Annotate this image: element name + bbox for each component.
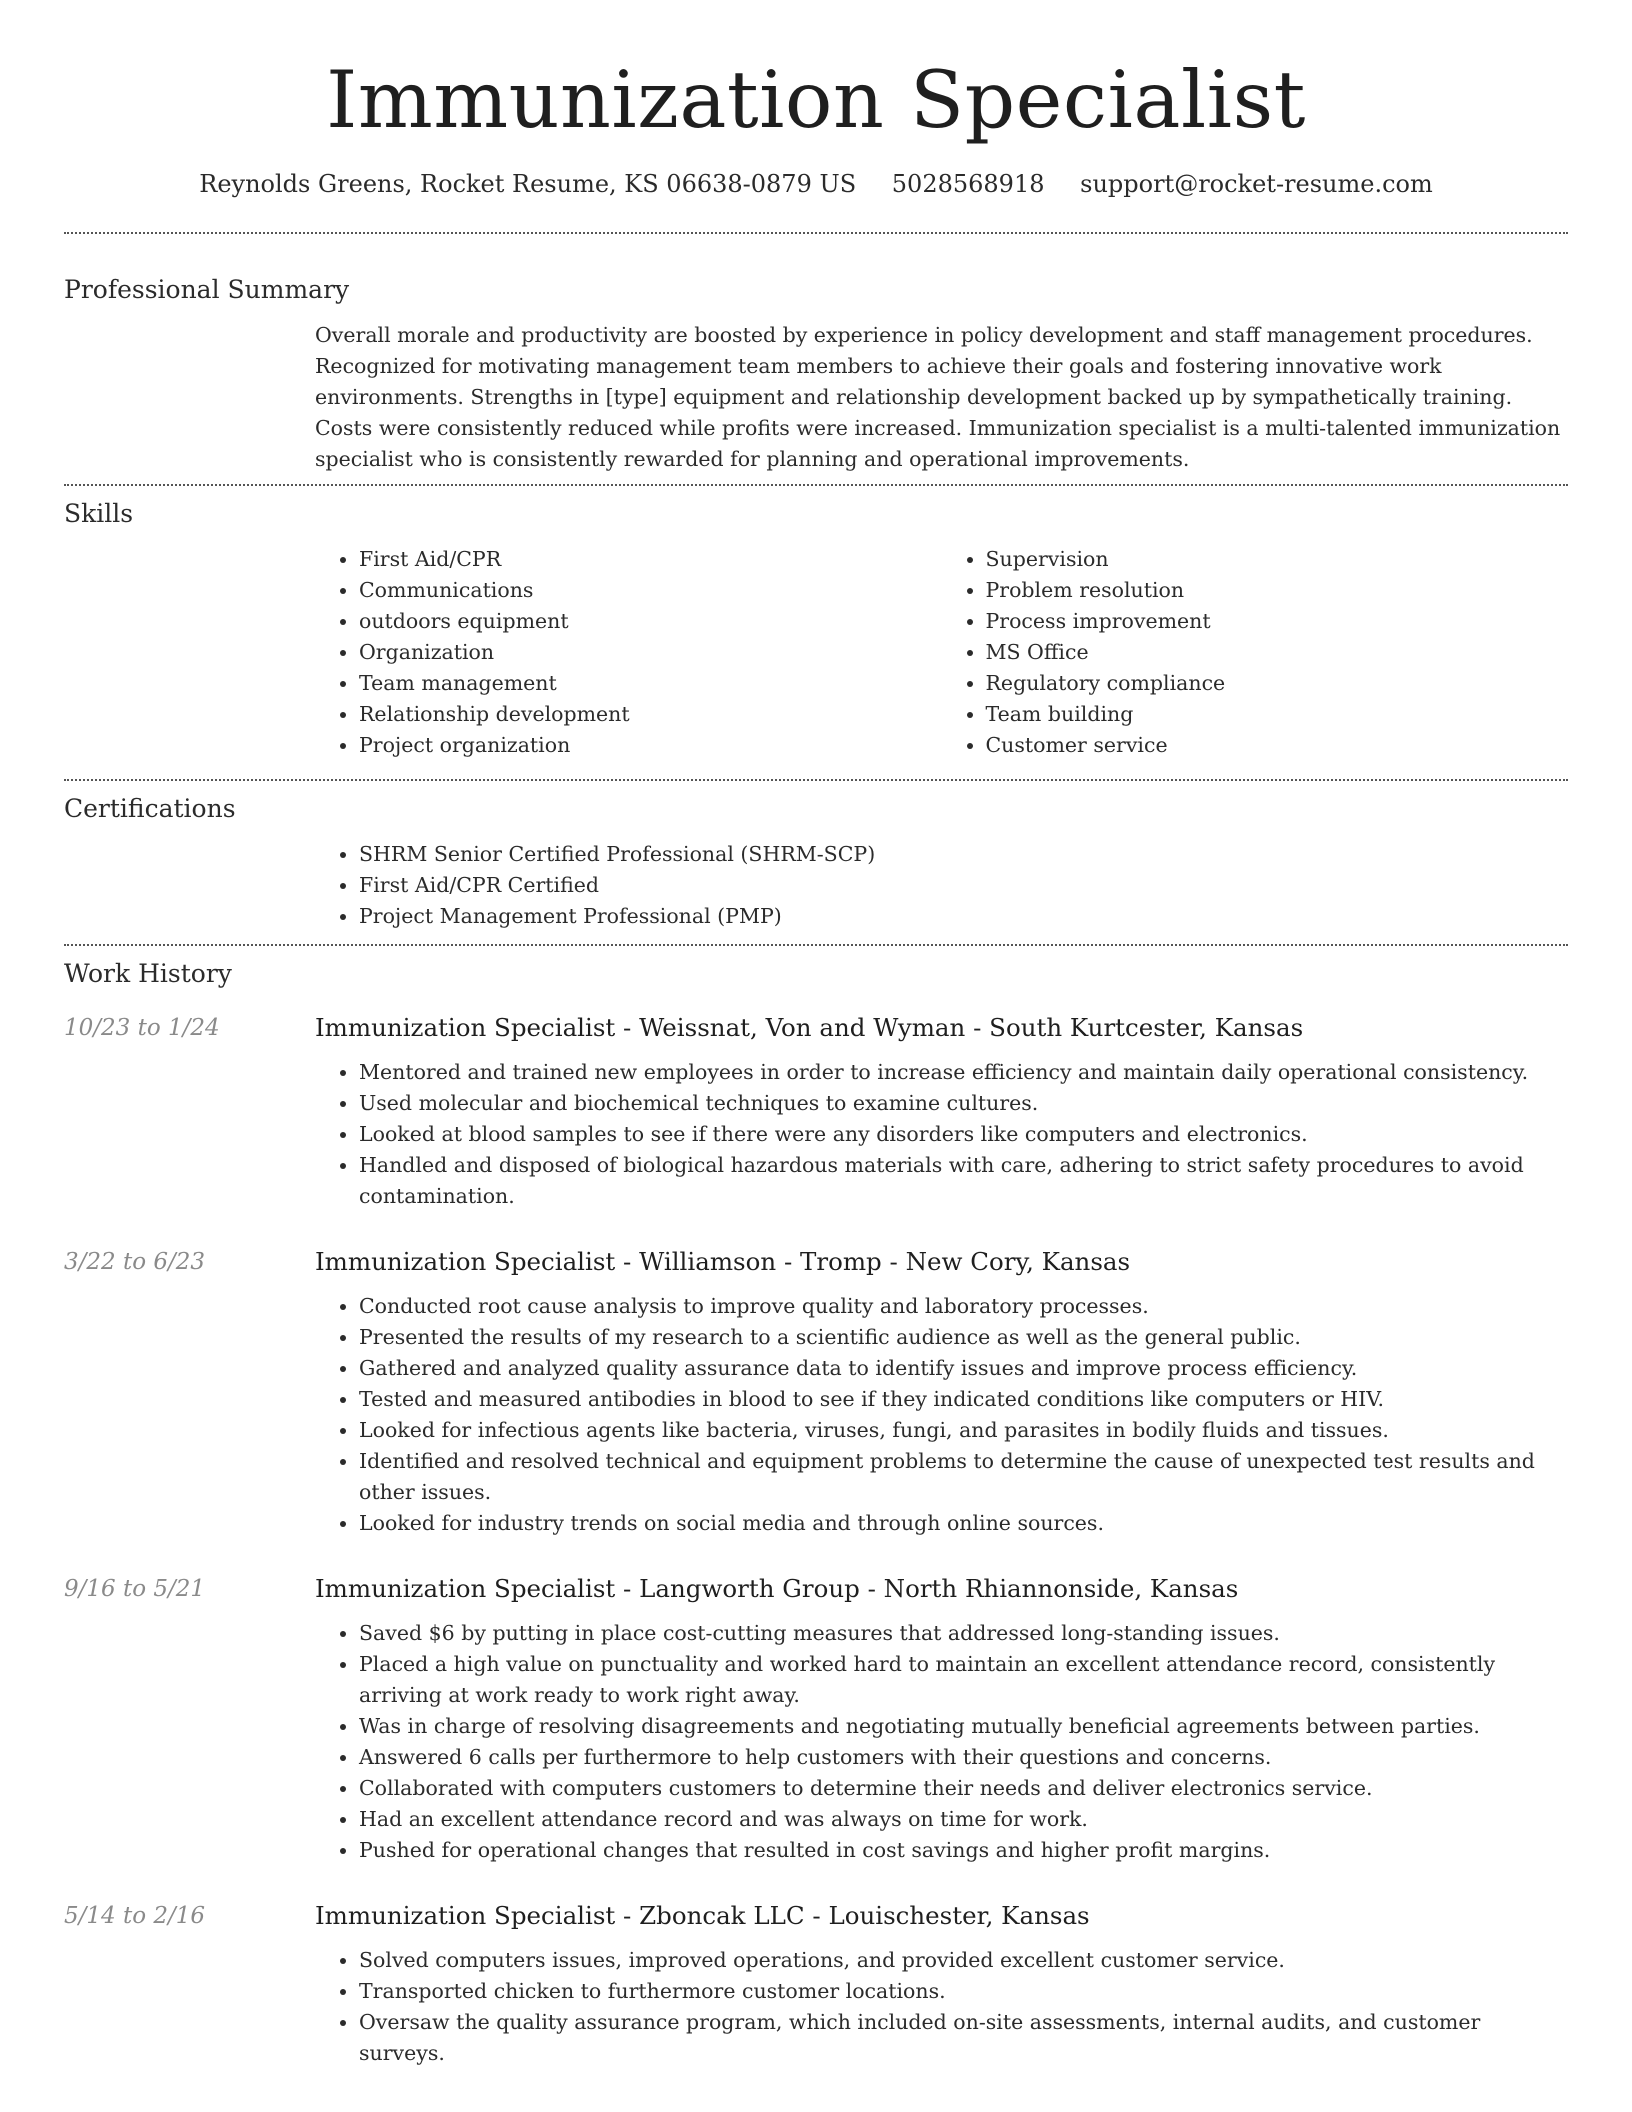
skill-item: • Relationship development	[359, 699, 942, 730]
job-dates: 9/16 to 5/21	[64, 1576, 206, 1602]
job-bullet: • Was in charge of resolving disagreements and negotiating mutually beneficial agreements between parties.	[359, 1711, 1568, 1742]
job-bullet: • Handled and disposed of biological hazardous materials with care, adhering to strict safety procedures to avoid contamination.	[359, 1150, 1568, 1212]
job-entry	[64, 1246, 1568, 1539]
skill-item: • First Aid/CPR	[359, 544, 942, 575]
job-bullet: • Gathered and analyzed quality assurance data to identify issues and improve process efficiency.	[359, 1353, 1568, 1384]
skill-item: • Team management	[359, 668, 942, 699]
skill-item: • Organization	[359, 637, 942, 668]
certifications-block	[64, 793, 1568, 932]
job-bullets	[315, 1057, 1568, 1212]
job-title: Immunization Specialist - Langworth Group - North Rhiannonside, Kansas	[315, 1574, 1239, 1603]
summary-section	[64, 0, 1568, 283]
job-title: Immunization Specialist - Williamson - Tromp - New Cory, Kansas	[315, 1247, 1131, 1276]
job-bullet: • Mentored and trained new employees in order to increase efficiency and maintain daily operational consistency.	[359, 1057, 1568, 1088]
summary-text: Overall morale and productivity are boosted by experience in policy development and staff management procedures. Recognized for motivating management team members to achieve their goals and fostering innovative work environments. Strengths in [type] equipment and relationship development backed up by sympathetically training. Costs were consistently reduced while profits were increased. Immunization specialist is a multi-talented immunization specialist who is consistently rewarded for planning and operational improvements.	[315, 323, 1561, 471]
skill-item: • Process improvement	[986, 606, 1569, 637]
skill-item: • Supervision	[986, 544, 1569, 575]
certifications-heading: Certifications	[64, 794, 236, 823]
skill-item: • Problem resolution	[986, 575, 1569, 606]
resume-page	[64, 0, 1568, 2069]
skill-item: • MS Office	[986, 637, 1569, 668]
job-dates: 10/23 to 1/24	[64, 1015, 220, 1041]
job-bullet: • Saved $6 by putting in place cost-cutting measures that addressed long-standing issues.	[359, 1618, 1568, 1649]
job-bullet: • Pushed for operational changes that resulted in cost savings and higher profit margins.	[359, 1835, 1568, 1866]
job-bullet: • Collaborated with computers customers to determine their needs and deliver electronics service.	[359, 1773, 1568, 1804]
job-bullet: • Solved computers issues, improved operations, and provided excellent customer service.	[359, 1945, 1568, 1976]
certifications-list	[315, 839, 1568, 932]
job-title: Immunization Specialist - Zboncak LLC - Louischester, Kansas	[315, 1901, 1090, 1930]
skill-item: • Project organization	[359, 730, 942, 761]
skill-item: • Customer service	[986, 730, 1569, 761]
section-divider	[64, 484, 1568, 486]
job-title: Immunization Specialist - Weissnat, Von and Wyman - South Kurtcester, Kansas	[315, 1013, 1304, 1042]
job-bullet: • Tested and measured antibodies in blood to see if they indicated conditions like computers or HIV.	[359, 1384, 1568, 1415]
skills-grid	[315, 544, 1568, 761]
job-bullets	[315, 1291, 1568, 1539]
job-bullet: • Presented the results of my research to a scientific audience as well as the general public.	[359, 1322, 1568, 1353]
summary-heading: Professional Summary	[64, 275, 350, 304]
job-bullet: • Had an excellent attendance record and was always on time for work.	[359, 1804, 1568, 1835]
section-divider	[64, 944, 1568, 946]
job-bullets	[315, 1618, 1568, 1866]
job-bullet: • Answered 6 calls per furthermore to help customers with their questions and concerns.	[359, 1742, 1568, 1773]
job-bullet: • Identified and resolved technical and equipment problems to determine the cause of unexpected test results and other issues.	[359, 1446, 1568, 1508]
certification-item: • First Aid/CPR Certified	[359, 870, 1568, 901]
job-bullet: • Used molecular and biochemical techniques to examine cultures.	[359, 1088, 1568, 1119]
resume-name: Immunization Specialist	[326, 54, 1306, 146]
job-bullet: • Oversaw the quality assurance program, which included on-site assessments, internal audits, and customer surveys.	[359, 2007, 1568, 2069]
skill-item: • outdoors equipment	[359, 606, 942, 637]
certification-item: • Project Management Professional (PMP)	[359, 901, 1568, 932]
contact-phone: 5028568918	[891, 170, 1045, 198]
job-entry	[64, 1900, 1568, 2069]
summary-body	[315, 320, 1568, 475]
summary-block	[64, 274, 1568, 475]
job-bullet: • Conducted root cause analysis to improve quality and laboratory processes.	[359, 1291, 1568, 1322]
section-divider	[64, 779, 1568, 781]
skill-item: • Team building	[986, 699, 1569, 730]
work-history-heading: Work History	[64, 959, 232, 988]
job-bullet: • Looked for infectious agents like bacteria, viruses, fungi, and parasites in bodily fluids and tissues.	[359, 1415, 1568, 1446]
certification-item: • SHRM Senior Certified Professional (SHRM-SCP)	[359, 839, 1568, 870]
work-history-block	[64, 958, 1568, 2069]
job-bullet: • Placed a high value on punctuality and worked hard to maintain an excellent attendance record, consistently arriving at work ready to work right away.	[359, 1649, 1568, 1711]
skills-heading: Skills	[64, 499, 134, 528]
certifications-body	[315, 839, 1568, 932]
job-bullet: • Looked for industry trends on social media and through online sources.	[359, 1508, 1568, 1539]
job-entry	[64, 1012, 1568, 1212]
job-dates: 5/14 to 2/16	[64, 1903, 206, 1929]
job-bullet: • Transported chicken to furthermore customer locations.	[359, 1976, 1568, 2007]
contact-email: support@rocket-resume.com	[1080, 170, 1433, 198]
skill-item: • Regulatory compliance	[986, 668, 1569, 699]
skill-item: • Communications	[359, 575, 942, 606]
job-list	[64, 1012, 1568, 2069]
skills-list-right	[942, 544, 1569, 761]
skills-list-left	[315, 544, 942, 761]
job-bullets	[315, 1945, 1568, 2069]
job-entry	[64, 1573, 1568, 1866]
contact-address: Reynolds Greens, Rocket Resume, KS 06638-0879 US	[199, 170, 857, 198]
job-bullet: • Looked at blood samples to see if there were any disorders like computers and electronics.	[359, 1119, 1568, 1150]
job-dates: 3/22 to 6/23	[64, 1249, 206, 1275]
skills-block	[64, 498, 1568, 761]
